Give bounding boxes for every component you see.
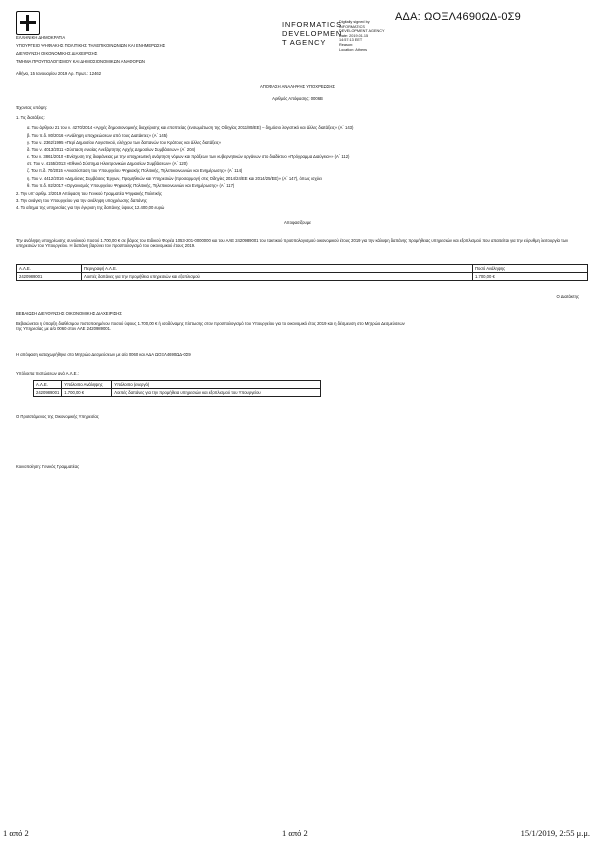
sub-item: θ. Του π.δ. 82/2017 «Οργανισμός Υπουργείου Ψηφιακής Πολιτικής, Τηλεπικοινωνιών και Ενημέρωσης» (Α΄ 117) — [27, 183, 235, 188]
certification-heading: ΒΕΒΑΙΩΣΗ ΔΙΕΥΘΥΝΣΗΣ ΟΙΚΟΝΟΜΙΚΗΣ ΔΙΑΧΕΙΡΙΣΗΣ — [16, 311, 122, 316]
decide-heading: Αποφασίζουμε — [283, 220, 312, 225]
table-header-cell: Ποσό Ανάληψης — [473, 265, 588, 273]
balance-caption: Υπόλοιπα πιστώσεων ανά Α.Λ.Ε.: — [16, 371, 79, 376]
sub-item: α. Του άρθρου 21 του ν. 4270/2014 «Αρχές δημοσιονομικής διαχείρισης και εποπτείας (ενσωμάτωση της Οδηγίας 2011/85/ΕΕ) – δημόσιο λογιστικό και άλλες διατάξεις» (Α΄ 143) — [27, 125, 354, 130]
table-header-cell: Α.Λ.Ε. — [17, 265, 82, 273]
table-row — [34, 389, 321, 397]
table-header-row — [17, 265, 588, 273]
head-of-service: Ο Προϊστάμενος της Οικονομικής Υπηρεσίας — [16, 414, 99, 419]
issuer-line-1: ΕΛΛΗΝΙΚΗ ΔΗΜΟΚΡΑΤΙΑ — [16, 35, 66, 40]
table-cell: 1.700,00 € — [62, 389, 112, 397]
numbered-item: 4. Το αίτημα της υπηρεσίας για την έγκριση της δαπάνης ύψους 12.400,00 ευρώ — [16, 205, 165, 210]
table-row — [17, 273, 588, 281]
table-cell: 2420989001 — [17, 273, 82, 281]
sub-item: στ. Του ν. 4155/2013 «Εθνικό Σύστημα Ηλεκτρονικών Δημοσίων Συμβάσεων» (Α΄ 120) — [27, 161, 188, 166]
table-header-cell: Α.Λ.Ε. — [34, 381, 62, 389]
digital-signature: Digitally signed by INFORMATICS DEVELOPMENT AGENCY Date: 2019.01.15 14:57:13 EET Reason: Location: Athens — [339, 20, 385, 52]
greek-seal-icon — [16, 11, 40, 35]
sub-item: ζ. Του π.δ. 70/2015 «Ανασύσταση του Υπουργείου Ψηφιακής Πολιτικής, Τηλεπικοινωνιών και Ενημέρωσης» (Α΄ 114) — [27, 168, 243, 173]
numbered-item: 2. Την υπ' αριθμ. 2/2019 Απόφαση του Γενικού Γραμματέα Ψηφιακής Πολιτικής — [16, 191, 163, 196]
numbered-item: 3. Την ανάγκη του Υπουργείου για την ανάληψη υποχρέωσης δαπάνης — [16, 198, 147, 203]
balance-table — [33, 380, 321, 397]
sub-item: δ. Του ν. 4013/2011 «Σύσταση ενιαίας Ανεξάρτητης Αρχής Δημοσίων Συμβάσεων» (Α΄ 204) — [27, 147, 196, 152]
document-number: Αριθμός Απόφασης: 0006Β — [272, 96, 323, 101]
table-header-cell: Υπόλοιπο Ανάληψης — [62, 381, 112, 389]
distribution: Κοινοποίηση: Γενικός Γραμματέας — [16, 464, 80, 469]
sub-item: β. Του π.δ. 80/2016 «Ανάληψη υποχρεώσεων από τους Διατάκτες» (Α΄ 145) — [27, 133, 168, 138]
table-cell: Λοιπές δαπάνες για την προμήθεια υπηρεσιών και εξοπλισμού του Υπουργείου — [112, 389, 321, 397]
table-header-cell: Υπόλοιπο (ενεργό) — [112, 381, 321, 389]
sub-item: η. Του ν. 4412/2016 «Δημόσιες Συμβάσεις Έργων, Προμηθειών και Υπηρεσιών (προσαρμογή στις Οδηγίες 2014/24/ΕΕ και 2014/25/ΕΕ)» (Α΄ 147), όπως ισχύει — [27, 176, 322, 181]
table-header-cell: Περιγραφή Α.Λ.Ε. — [82, 265, 473, 273]
table-cell: 2420989001 — [34, 389, 62, 397]
sub-item: γ. Του ν. 2362/1995 «Περί Δημοσίου Λογιστικού, ελέγχου των δαπανών του Κράτους και άλλες διατάξεις» — [27, 140, 222, 145]
footer-page-left: 1 από 2 — [3, 828, 29, 838]
issuer-line-4: ΤΜΗΜΑ ΠΡΟΥΠΟΛΟΓΙΣΜΟΥ ΚΑΙ ΔΗΜΟΣΙΟΝΟΜΙΚΩΝ ΑΝΑΦΟΡΩΝ — [16, 59, 145, 64]
certification-text: Βεβαιώνεται η ύπαρξη διαθέσιμου πιστοποιημένου ποσού ύψους 1.700,00 € ή ισοδύναμης πίστωσης στον προϋπολογισμό του Υπουργείου για το οικονομικό έτος 2019 και η δέσμευση στο Μητρώο Δεσμεύσεων της Υπηρεσίας με α/α 0060 στον ΑΛΕ 2420989001. — [16, 321, 405, 332]
budget-table — [16, 264, 588, 281]
signed-by: Ο Διατάκτης — [556, 294, 579, 299]
registry-line: Η απόφαση καταχωρήθηκε στο Μητρώο Δεσμεύσεων με α/α 0060 και ΑΔΑ ΩΟΞΛ4690ΩΔ-0Σ9 — [16, 352, 191, 357]
intro-text: Έχοντας υπόψη: — [16, 105, 47, 110]
place-date: Αθήνα, 15 Ιανουαρίου 2019 Αρ. Πρωτ.: 12462 — [16, 71, 102, 76]
issuer-line-3: ΔΙΕΥΘΥΝΣΗ ΟΙΚΟΝΟΜΙΚΗΣ ΔΙΑΧΕΙΡΙΣΗΣ — [16, 51, 98, 56]
table-cell: 1.700,00 € — [473, 273, 588, 281]
issuer-line-2: ΥΠΟΥΡΓΕΙΟ ΨΗΦΙΑΚΗΣ ΠΟΛΙΤΙΚΗΣ ΤΗΛΕΠΙΚΟΙΝΩΝΙΩΝ ΚΑΙ ΕΝΗΜΕΡΩΣΗΣ — [16, 43, 166, 48]
signing-agency-title: INFORMATICS DEVELOPMEN T AGENCY — [282, 20, 343, 47]
table-cell: Λοιπές δαπάνες για την προμήθεια υπηρεσιών και εξοπλισμού — [82, 273, 473, 281]
footer-page-center: 1 από 2 — [282, 828, 308, 838]
table-header-row — [34, 381, 321, 389]
decide-text: Την ανάληψη υποχρέωσης συνολικού ποσού 1.700,00 € σε βάρος του Ειδικού Φορέα 1053-201-0000000 και του ΑΛΕ 2420989001 του τακτικού προϋπολογισμού οικονομικού έτους 2019 για την κάλυψη δαπάνης προμήθειας υπηρεσιών και εξοπλισμού που απαιτείται για την εύρυθμη λειτουργία των υπηρεσιών του Υπουργείου. Η δαπάνη βαρύνει τον προϋπολογισμό του οικονομικού έτους 2019. — [16, 238, 569, 249]
sub-item: ε. Του ν. 3861/2010 «Ενίσχυση της διαφάνειας με την υποχρεωτική ανάρτηση νόμων και πράξεων των κυβερνητικών οργάνων στο διαδίκτυο «Πρόγραμμα Διαύγεια»» (Α΄ 112) — [27, 154, 350, 159]
ada-number: ΑΔΑ: ΩΟΞΛ4690ΩΔ-0Σ9 — [395, 11, 521, 23]
main-item: 1. Τις διατάξεις: — [16, 115, 45, 120]
footer-timestamp: 15/1/2019, 2:55 μ.μ. — [520, 828, 590, 838]
document-title: ΑΠΟΦΑΣΗ ΑΝΑΛΗΨΗΣ ΥΠΟΧΡΕΩΣΗΣ — [259, 84, 336, 89]
